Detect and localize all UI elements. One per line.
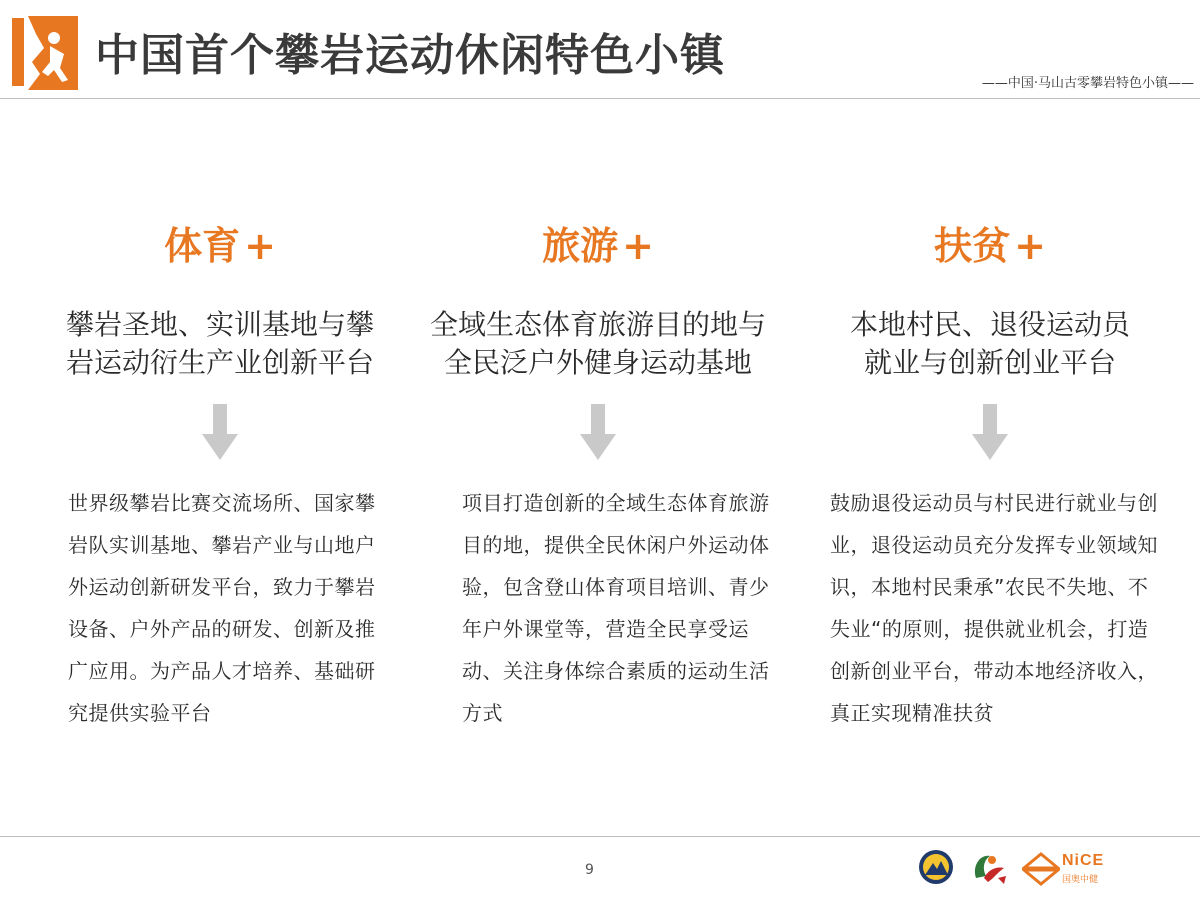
mountain-badge-icon <box>918 849 954 885</box>
column-subtitle-line: 全域生态体育旅游目的地与 <box>429 308 766 341</box>
page-subtitle: ——中国·马山古零攀岩特色小镇—— <box>981 76 1194 91</box>
column-subtitle-line: 岩运动衍生产业创新平台 <box>65 346 374 379</box>
plus-sign: + <box>622 224 654 268</box>
plus-sign: + <box>244 224 276 268</box>
slide-header <box>0 0 1200 100</box>
climber-logo-icon <box>10 14 80 90</box>
column-title <box>40 218 400 274</box>
footer-divider <box>0 836 1200 837</box>
column-body: 项目打造创新的全域生态体育旅游目的地，提供全民休闲户外运动体验，包含登山体育项目培训、青少年户外课堂等，营造全民享受运动、关注身体综合素质的运动生活方式 <box>462 491 770 725</box>
nice-logo <box>1022 850 1118 888</box>
nice-mark-icon <box>1022 852 1060 886</box>
column-subtitle-line: 就业与创新创业平台 <box>863 346 1116 379</box>
column-title-text: 扶贫 <box>934 224 1011 268</box>
nice-logo-subtext: 国奥中健 <box>1062 875 1099 885</box>
column-subtitle-line: 全民泛户外健身运动基地 <box>443 346 752 379</box>
footer-logos <box>918 846 1118 890</box>
column-body: 世界级攀岩比赛交流场所、国家攀岩队实训基地、攀岩产业与山地户外运动创新研发平台，致力于攀岩设备、户外产品的研发、创新及推广应用。为产品人才培养、基础研究提供实验平台 <box>68 491 376 725</box>
column-title <box>418 218 778 274</box>
column-title-text: 体育 <box>164 224 241 268</box>
column-subtitle-line: 本地村民、退役运动员 <box>849 308 1130 341</box>
page-title: 中国首个攀岩运动休闲特色小镇 <box>95 30 725 81</box>
page-number: 9 <box>585 862 594 878</box>
header-divider <box>0 98 1200 99</box>
column-subtitle <box>810 306 1170 382</box>
arrow-down-icon <box>972 404 1008 460</box>
nice-logo-text: NiCE <box>1062 852 1105 869</box>
arrow-down-icon <box>202 404 238 460</box>
column-poverty-alleviation <box>810 218 1170 734</box>
brush-logo-icon <box>970 848 1010 888</box>
column-subtitle <box>418 306 778 382</box>
column-tourism <box>418 218 778 734</box>
column-title <box>810 218 1170 274</box>
column-body: 鼓励退役运动员与村民进行就业与创业，退役运动员充分发挥专业领域知识，本地村民秉承”农民不失地、不失业“的原则，提供就业机会，打造创新创业平台，带动本地经济收入，真正实现精准扶贫 <box>830 491 1158 725</box>
column-subtitle-line: 攀岩圣地、实训基地与攀 <box>65 308 374 341</box>
arrow-down-icon <box>580 404 616 460</box>
column-sports <box>40 218 400 734</box>
column-title-text: 旅游 <box>542 224 619 268</box>
plus-sign: + <box>1014 224 1046 268</box>
column-subtitle <box>40 306 400 382</box>
